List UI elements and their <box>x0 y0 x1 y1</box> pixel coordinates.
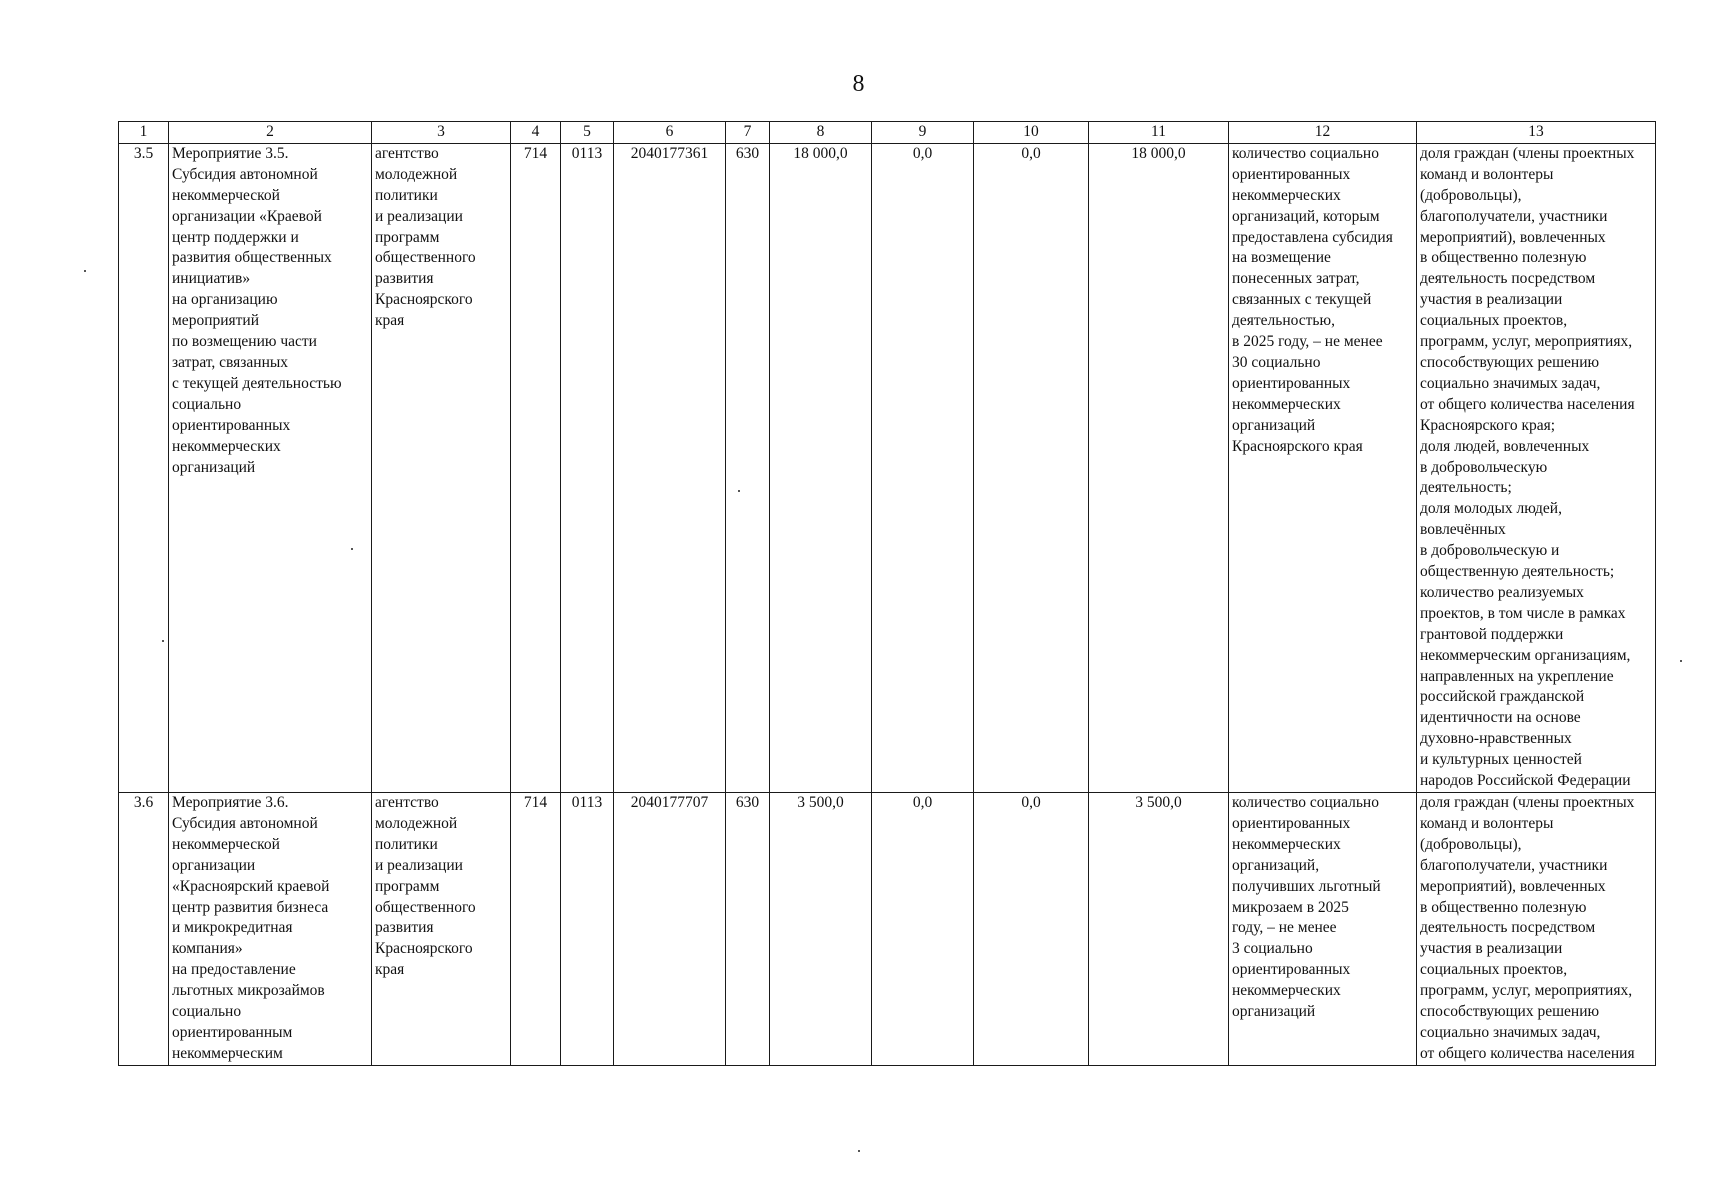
amount-cell: 3 500,0 <box>770 793 872 1066</box>
amount-cell: 0,0 <box>872 793 974 1066</box>
measure-name: Мероприятие 3.5. Субсидия автономной некоммерческой организации «Краевой центр поддержки и развития общественных инициатив» на организацию мероприятий по возмещению части затрат, связанных с текущей деятельностью социально ориентированных некоммерческих организаций <box>169 143 372 792</box>
column-header: 13 <box>1417 122 1656 144</box>
table-row <box>119 793 1656 1066</box>
column-header: 6 <box>614 122 726 144</box>
scan-speck <box>738 490 740 492</box>
header-row <box>119 122 1656 144</box>
budget-code-cell: 630 <box>726 143 770 792</box>
target-indicators: доля граждан (члены проектных команд и волонтеры (добровольцы), благополучатели, участники мероприятий), вовлеченных в общественно полезную деятельность посредством участия в реализации социальных проектов, программ, услуг, мероприятиях, способствующих решению социально значимых задач, от общего количества населения Красноярского края; доля людей, вовлеченных в добровольческую деятельность; доля молодых людей, вовлечённых в добровольческую и общественную деятельность; количество реализуемых проектов, в том числе в рамках грантовой поддержки некоммерческим организациям, направленных на укрепление российской гражданской идентичности на основе духовно-нравственных и культурных ценностей народов Российской Федерации <box>1417 143 1656 792</box>
expected-result: количество социально ориентированных некоммерческих организаций, которым предоставлена субсидия на возмещение понесенных затрат, связанных с текущей деятельностью, в 2025 году, – не менее 30 социально ориентированных некоммерческих организаций Красноярского края <box>1229 143 1417 792</box>
budget-code-cell: 714 <box>511 793 561 1066</box>
budget-code-cell: 0113 <box>561 793 614 1066</box>
budget-code-cell: 2040177361 <box>614 143 726 792</box>
expected-result: количество социально ориентированных некоммерческих организаций, получивших льготный микрозаем в 2025 году, – не менее 3 социально ориентированных некоммерческих организаций <box>1229 793 1417 1066</box>
budget-code-cell: 0113 <box>561 143 614 792</box>
amount-cell: 0,0 <box>974 793 1089 1066</box>
scan-speck <box>84 270 86 272</box>
scan-speck <box>858 1150 860 1152</box>
measure-name: Мероприятие 3.6. Субсидия автономной некоммерческой организации «Красноярский краевой центр развития бизнеса и микрокредитная компания» на предоставление льготных микрозаймов социально ориентированным некоммерческим <box>169 793 372 1066</box>
column-header: 7 <box>726 122 770 144</box>
column-header: 10 <box>974 122 1089 144</box>
column-header: 11 <box>1089 122 1229 144</box>
column-header: 12 <box>1229 122 1417 144</box>
measures-table <box>118 121 1656 1066</box>
page-number: 8 <box>852 71 865 97</box>
scan-speck <box>351 548 353 550</box>
responsible-agency: агентство молодежной политики и реализации программ общественного развития Красноярского края <box>372 793 511 1066</box>
budget-code-cell: 630 <box>726 793 770 1066</box>
column-header: 1 <box>119 122 169 144</box>
row-number: 3.6 <box>119 793 169 1066</box>
amount-cell: 3 500,0 <box>1089 793 1229 1066</box>
column-header: 5 <box>561 122 614 144</box>
scan-speck <box>162 640 164 642</box>
responsible-agency: агентство молодежной политики и реализации программ общественного развития Красноярского края <box>372 143 511 792</box>
column-header: 3 <box>372 122 511 144</box>
budget-code-cell: 2040177707 <box>614 793 726 1066</box>
column-header: 9 <box>872 122 974 144</box>
column-header: 2 <box>169 122 372 144</box>
amount-cell: 18 000,0 <box>1089 143 1229 792</box>
amount-cell: 0,0 <box>872 143 974 792</box>
amount-cell: 0,0 <box>974 143 1089 792</box>
row-number: 3.5 <box>119 143 169 792</box>
amount-cell: 18 000,0 <box>770 143 872 792</box>
target-indicators: доля граждан (члены проектных команд и волонтеры (добровольцы), благополучатели, участники мероприятий), вовлеченных в общественно полезную деятельность посредством участия в реализации социальных проектов, программ, услуг, мероприятиях, способствующих решению социально значимых задач, от общего количества населения <box>1417 793 1656 1066</box>
column-header: 4 <box>511 122 561 144</box>
column-header: 8 <box>770 122 872 144</box>
budget-code-cell: 714 <box>511 143 561 792</box>
scan-speck <box>1680 660 1682 662</box>
table-row <box>119 143 1656 792</box>
